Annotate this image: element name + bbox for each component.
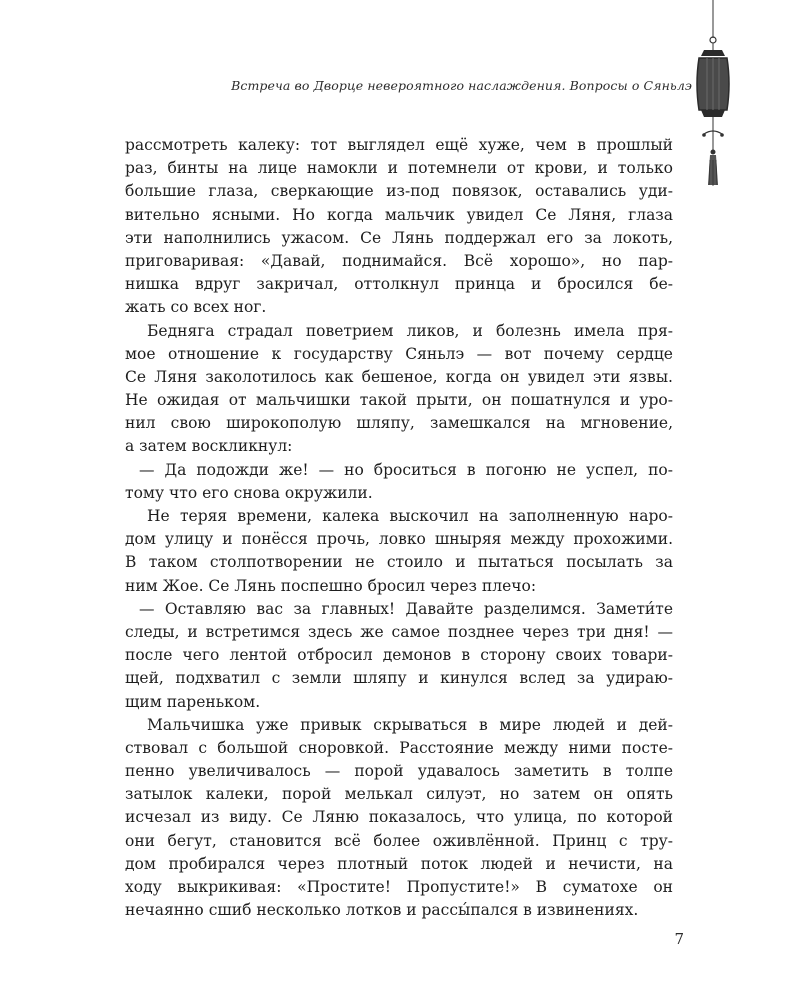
text-line: нечаянно сшиб несколько лотков и рассы́пался в извинениях. xyxy=(125,901,639,920)
text-line: следы, и встретимся здесь же самое позднее через три дня! — xyxy=(125,622,673,641)
running-header: Встреча во Дворце невероятного наслаждения. Вопросы о Сяньлэ xyxy=(231,78,692,93)
text-line: они бегут, становится всё более оживлённой. Принц с тру- xyxy=(125,831,673,850)
text-line: а затем воскликнул: xyxy=(125,437,293,456)
text-line: Се Ляня заколотилось как бешеное, когда он увидел эти язвы. xyxy=(125,367,673,386)
text-line: Бедняга страдал поветрием ликов, и болезнь имела пря- xyxy=(147,321,673,340)
text-line: щим пареньком. xyxy=(125,692,261,711)
text-line: дом улицу и понёсся прочь, ловко шныряя между прохожими. xyxy=(125,530,673,549)
text-line: затылок калеки, порой мелькал силуэт, но затем он опять xyxy=(125,785,673,804)
body-text xyxy=(125,134,673,922)
text-line: большие глаза, сверкающие из-под повязок, оставались уди- xyxy=(125,182,673,201)
text-line: приговаривая: «Давай, поднимайся. Всё хорошо», но пар- xyxy=(125,251,673,270)
text-line: В таком столпотворении не стоило и пытаться посылать за xyxy=(125,553,673,572)
text-line: рассмотреть калеку: тот выглядел ещё хуже, чем в прошлый xyxy=(125,136,673,154)
text-line: исчезал из виду. Се Ляню показалось, что улица, по которой xyxy=(125,808,673,827)
text-line: щей, подхватил с земли шляпу и кинулся вслед за удираю- xyxy=(125,669,673,688)
text-line: нил свою широкополую шляпу, замешкался на мгновение, xyxy=(125,414,673,433)
text-line: Мальчишка уже привык скрываться в мире людей и дей- xyxy=(147,715,673,734)
text-line: — Да подожди же! — но броситься в погоню не успел, по- xyxy=(139,460,673,479)
text-line: Не теряя времени, калека выскочил на заполненную наро- xyxy=(147,507,673,525)
text-line: эти наполнились ужасом. Се Лянь поддержал его за локоть, xyxy=(125,228,673,247)
text-line: после чего лентой отбросил демонов в сторону своих товари- xyxy=(125,646,673,665)
text-line: ним Жое. Се Лянь поспешно бросил через плечо: xyxy=(125,576,537,595)
text-line: нишка вдруг закричал, оттолкнул принца и бросился бе- xyxy=(125,275,673,294)
text-line: дом пробирался через плотный поток людей и нечисти, на xyxy=(125,854,673,873)
text-line: мое отношение к государству Сяньлэ — вот почему сердце xyxy=(125,344,673,363)
text-line: раз, бинты на лице намокли и потемнели от крови, и только xyxy=(125,159,673,178)
page-number: 7 xyxy=(674,930,684,948)
text-line: вительно ясными. Но когда мальчик увидел Се Ляня, глаза xyxy=(125,205,673,224)
text-line: жать со всех ног. xyxy=(125,298,267,317)
text-line: тому что его снова окружили. xyxy=(125,483,373,502)
text-line: Не ожидая от мальчишки такой прыти, он пошатнулся и уро- xyxy=(125,391,673,410)
hanging-lantern-icon xyxy=(690,0,736,200)
text-line: ствовал с большой сноровкой. Расстояние между ними посте- xyxy=(125,738,673,757)
text-line: — Оставляю вас за главных! Давайте разделимся. Замети́те xyxy=(139,599,673,618)
text-line: пенно увеличивалось — порой удавалось заметить в толпе xyxy=(125,762,673,781)
text-line: ходу выкрикивая: «Простите! Пропустите!» В суматохе он xyxy=(125,878,673,896)
